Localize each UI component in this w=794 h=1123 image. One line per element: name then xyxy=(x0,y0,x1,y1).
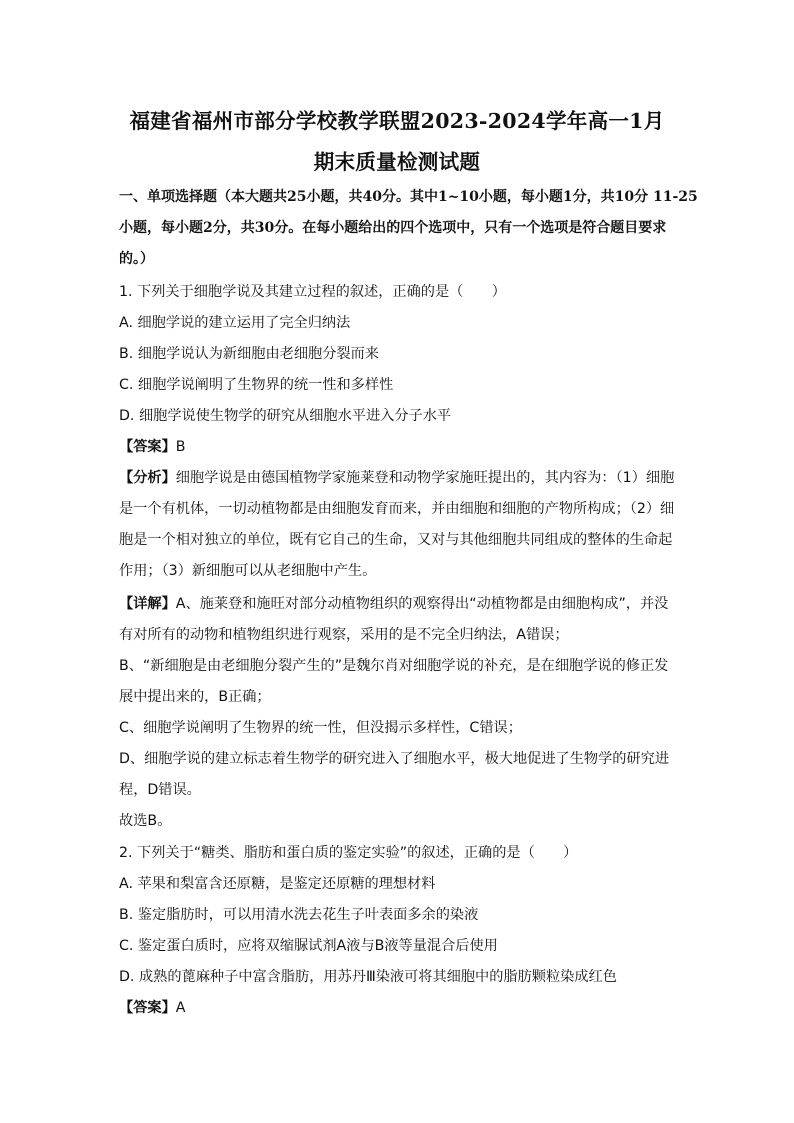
document-title-line-1: 福建省福州市部分学校教学联盟2023-2024学年高一1月 xyxy=(129,109,665,133)
analysis-text: 细胞学说是由德国植物学家施莱登和动物学家施旺提出的，其内容为：（1）细胞 xyxy=(175,470,675,486)
question-1-detail-line-4: 展中提出来的，B正确； xyxy=(119,689,271,705)
question-2-stem: 2. 下列关于“糖类、脂肪和蛋白质的鉴定实验”的叙述，正确的是（ ） xyxy=(119,845,578,861)
question-2-option-b: B. 鉴定脂肪时，可以用清水洗去花生子叶表面多余的染液 xyxy=(119,907,479,923)
question-1-detail-line-3: B、“新细胞是由老细胞分裂产生的”是魏尔肖对细胞学说的补充，是在细胞学说的修正发 xyxy=(119,658,669,674)
question-1-detail-line-5: C、细胞学说阐明了生物界的统一性，但没揭示多样性，C错误； xyxy=(119,720,522,736)
question-1-analysis-line-4: 作用；（3）新细胞可以从老细胞中产生。 xyxy=(119,563,377,579)
section-header-line-1: 一、单项选择题（本大题共25小题，共40分。其中1~10小题，每小题1分，共10分 11-25 xyxy=(119,189,698,205)
detail-text: A、施莱登和施旺对部分动植物组织的观察得出“动植物都是由细胞构成”，并没 xyxy=(175,596,669,612)
question-1-detail-line-8: 故选B。 xyxy=(119,813,172,829)
question-1-stem: 1. 下列关于细胞学说及其建立过程的叙述，正确的是（ ） xyxy=(119,284,506,300)
question-1-detail-line-1 xyxy=(119,593,679,613)
analysis-tag: 【分析】 xyxy=(119,470,176,486)
question-1-analysis-line-2: 是一个有机体，一切动植物都是由细胞发育而来，并由细胞和细胞的产物所构成；（2）细 xyxy=(119,501,675,517)
question-1-option-b: B. 细胞学说认为新细胞由老细胞分裂而来 xyxy=(119,346,379,362)
detail-tag: 【详解】 xyxy=(119,596,176,612)
question-1-detail-line-6: D、细胞学说的建立标志着生物学的研究进入了细胞水平，极大地促进了生物学的研究进 xyxy=(119,751,670,767)
question-2-option-d: D. 成熟的蓖麻种子中富含脂肪，用苏丹Ⅲ染液可将其细胞中的脂肪颗粒染成红色 xyxy=(119,969,617,985)
question-2-answer xyxy=(119,997,679,1017)
answer-tag: 【答案】 xyxy=(119,439,176,455)
section-header-line-2: 小题，每小题2分，共30分。在每小题给出的四个选项中，只有一个选项是符合题目要求 xyxy=(119,220,667,236)
question-1-option-c: C. 细胞学说阐明了生物界的统一性和多样性 xyxy=(119,377,394,393)
question-1-option-a: A. 细胞学说的建立运用了完全归纳法 xyxy=(119,315,351,331)
answer-tag: 【答案】 xyxy=(119,1000,176,1016)
question-1-detail-line-7: 程，D错误。 xyxy=(119,782,201,798)
question-1-option-d: D. 细胞学说使生物学的研究从细胞水平进入分子水平 xyxy=(119,408,452,424)
answer-value: B xyxy=(175,439,186,455)
question-2-option-a: A. 苹果和梨富含还原糖，是鉴定还原糖的理想材料 xyxy=(119,876,436,892)
question-1-answer xyxy=(119,436,679,456)
question-1-analysis-line-1 xyxy=(119,467,679,487)
answer-value: A xyxy=(175,1000,186,1016)
section-header-line-3: 的。） xyxy=(119,251,154,267)
question-2-option-c: C. 鉴定蛋白质时，应将双缩脲试剂A液与B液等量混合后使用 xyxy=(119,938,498,954)
question-1-analysis-line-3: 胞是一个相对独立的单位，既有它自己的生命，又对与其他细胞共同组成的整体的生命起 xyxy=(119,532,673,548)
question-1-detail-line-2: 有对所有的动物和植物组织进行观察，采用的是不完全归纳法，A错误； xyxy=(119,627,569,643)
document-title-line-2: 期末质量检测试题 xyxy=(313,150,481,174)
